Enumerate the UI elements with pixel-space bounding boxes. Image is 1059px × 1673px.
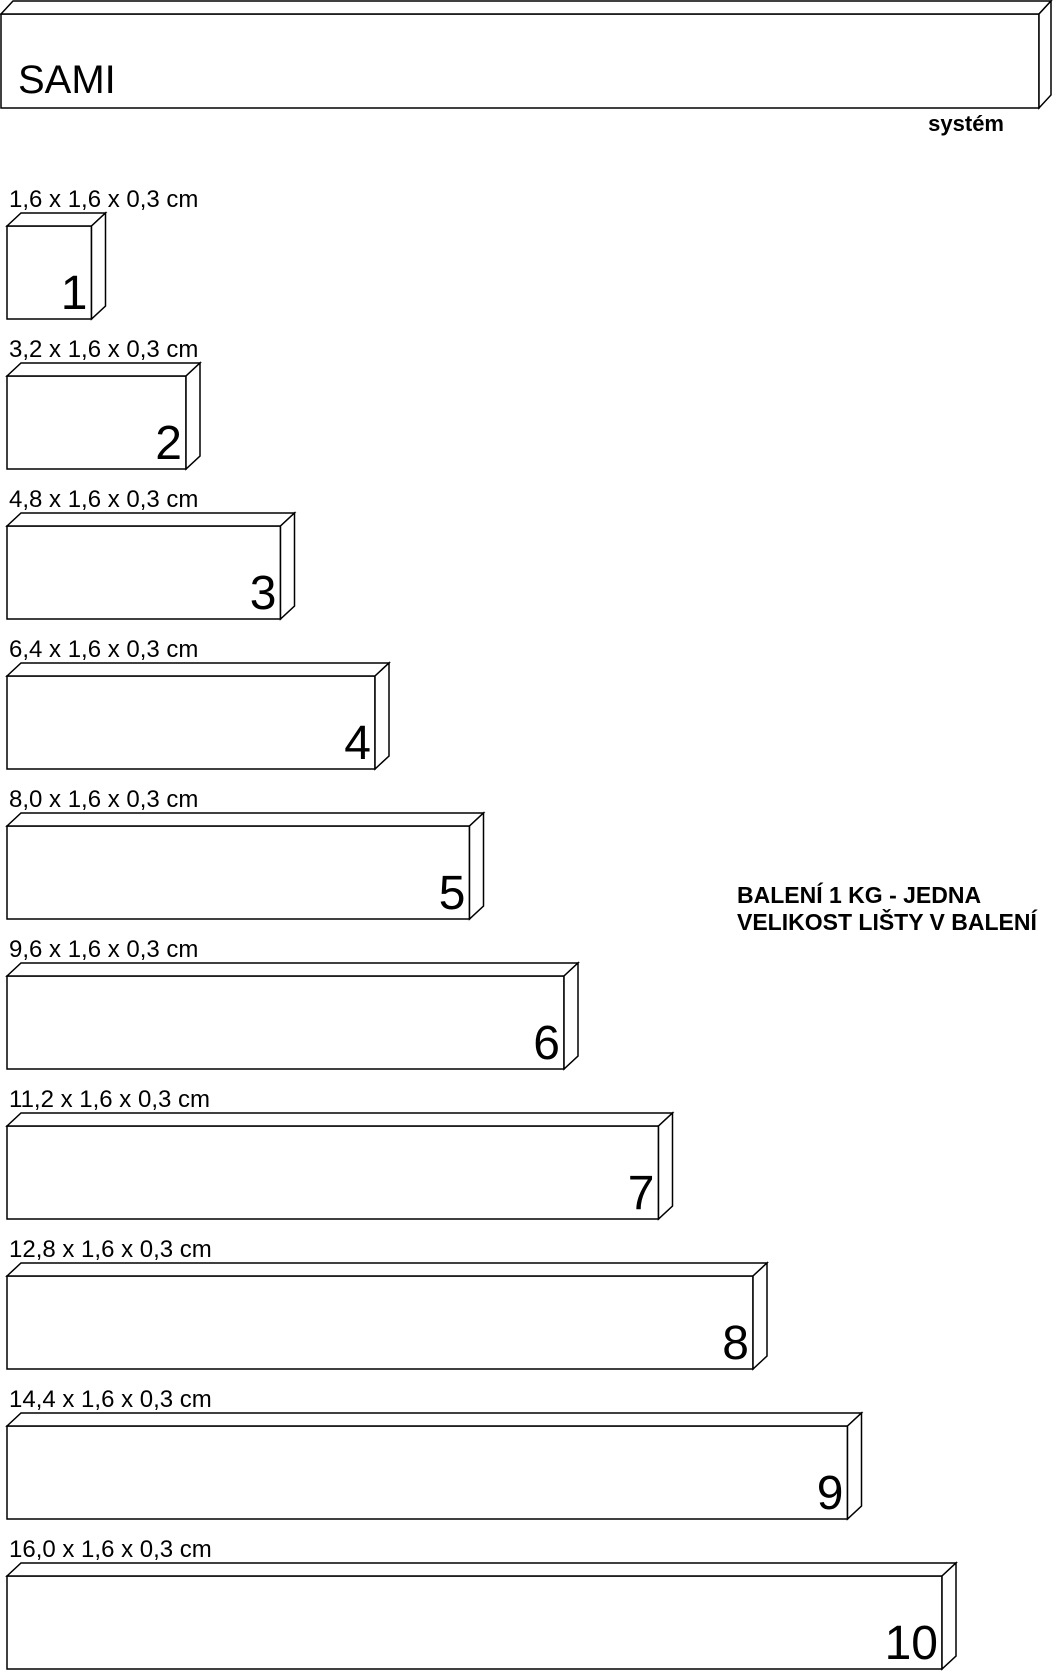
strip-front-face (7, 1126, 659, 1219)
header-bar-top (1, 1, 1051, 14)
strip-dimension-label: 6,4 x 1,6 x 0,3 cm (9, 636, 199, 663)
strip-number: 9 (816, 1467, 844, 1520)
strip-dimension-label: 16,0 x 1,6 x 0,3 cm (9, 1536, 212, 1563)
strip-front-face (7, 1426, 848, 1519)
strip-number: 8 (722, 1317, 749, 1370)
strip-top-face (7, 813, 484, 826)
strip-3 (7, 486, 295, 620)
strip-dimension-label: 14,4 x 1,6 x 0,3 cm (9, 1386, 212, 1413)
strip-5 (7, 786, 484, 920)
strip-top-face (7, 1113, 673, 1126)
strip-dimension-label: 12,8 x 1,6 x 0,3 cm (9, 1236, 212, 1263)
strip-number: 3 (249, 567, 277, 620)
note-line-1: BALENÍ 1 KG - JEDNA (737, 882, 982, 908)
strip-side-face (92, 213, 106, 319)
strip-number: 1 (60, 267, 88, 320)
header-subtitle: systém (928, 111, 1004, 136)
strip-top-face (7, 513, 295, 526)
strip-number: 6 (533, 1017, 560, 1070)
strip-number: 2 (155, 417, 182, 470)
strip-7 (7, 1086, 673, 1220)
header-title: SAMI (18, 58, 116, 102)
strip-2 (7, 336, 200, 470)
strip-number: 4 (344, 717, 371, 770)
strip-side-face (470, 813, 484, 919)
strip-side-face (942, 1563, 956, 1669)
strip-top-face (7, 1563, 956, 1576)
strip-8 (7, 1236, 767, 1370)
strip-side-face (564, 963, 578, 1069)
strip-1 (7, 186, 198, 320)
strip-number: 7 (627, 1167, 655, 1220)
strip-top-face (7, 1263, 767, 1276)
strip-dimension-label: 4,8 x 1,6 x 0,3 cm (9, 486, 199, 513)
strip-4 (7, 636, 389, 770)
strip-side-face (281, 513, 295, 619)
strip-front-face (7, 826, 470, 919)
header-bar-side (1039, 1, 1051, 108)
strip-dimension-label: 11,2 x 1,6 x 0,3 cm (9, 1086, 210, 1113)
strip-6 (7, 936, 578, 1070)
strip-side-face (753, 1263, 767, 1369)
strip-dimension-label: 3,2 x 1,6 x 0,3 cm (9, 336, 199, 363)
strip-top-face (7, 363, 200, 376)
strip-front-face (7, 676, 375, 769)
strip-10 (7, 1536, 956, 1670)
strip-front-face (7, 526, 281, 619)
strip-dimension-label: 1,6 x 1,6 x 0,3 cm (9, 186, 199, 213)
strip-top-face (7, 213, 106, 226)
note-line-2: VELIKOST LIŠTY V BALENÍ (737, 909, 1037, 935)
header-bar (1, 1, 1051, 108)
strip-number: 10 (884, 1617, 938, 1670)
strip-front-face (7, 1276, 753, 1369)
strip-dimension-label: 9,6 x 1,6 x 0,3 cm (9, 936, 199, 963)
strip-side-face (375, 663, 389, 769)
header-bar-front (1, 14, 1039, 108)
strip-9 (7, 1386, 862, 1520)
strip-top-face (7, 1413, 862, 1426)
strip-front-face (7, 976, 564, 1069)
strip-side-face (848, 1413, 862, 1519)
strip-top-face (7, 963, 578, 976)
strip-dimension-label: 8,0 x 1,6 x 0,3 cm (9, 786, 199, 813)
strip-top-face (7, 663, 389, 676)
strip-number: 5 (438, 867, 466, 920)
strip-side-face (659, 1113, 673, 1219)
strip-front-face (7, 1576, 942, 1669)
strip-side-face (186, 363, 200, 469)
